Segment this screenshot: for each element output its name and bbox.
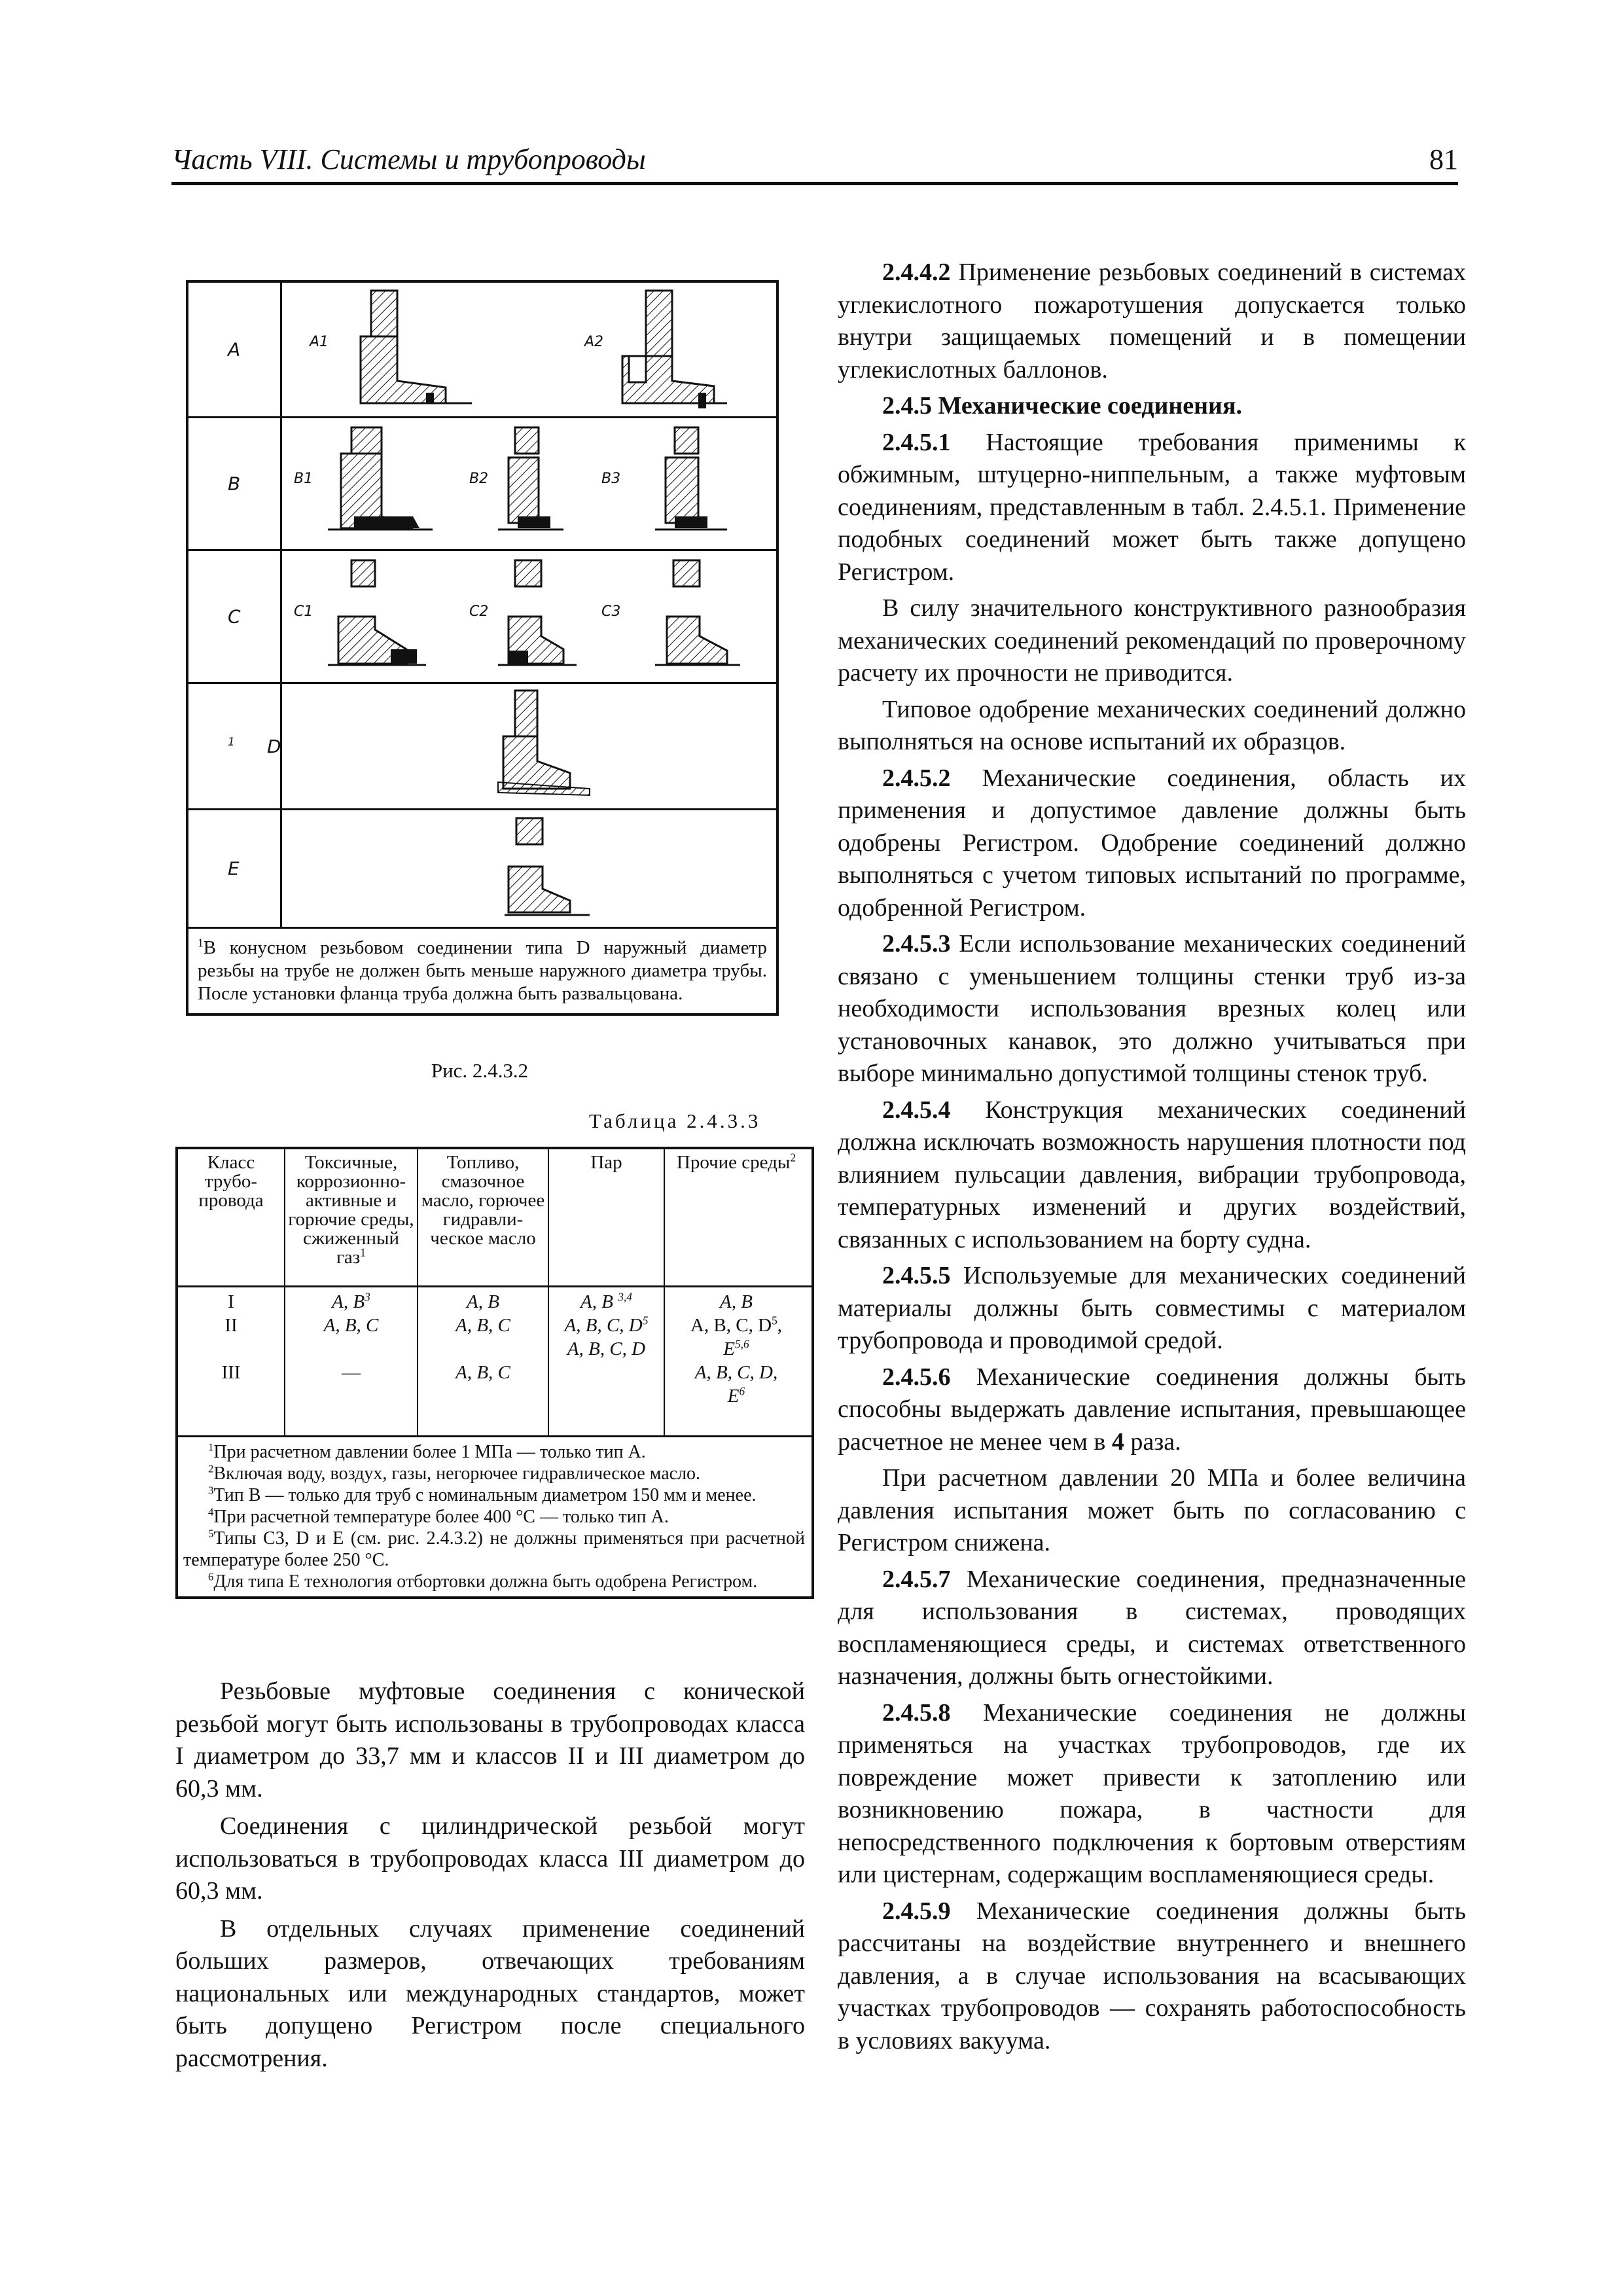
paragraph-2-4-5-3: 2.4.5.3 Если использование механических соединений связано с уменьшением толщины стенки труб из-за необходимости использования врезных колец или установочных канавок, это должно учитываться при выборе минимально допустимой толщины стенок труб. — [838, 930, 1467, 1087]
paragraph-2-4-5-9: 2.4.5.9 Механические соединения должны быть рассчитаны на воздействие внутреннего и внешнего давления, а в случае использования на всасывающих участках трубопроводов — сохранять работоспособность в условиях вакуума. — [838, 1897, 1466, 2054]
table-footnote: $^1$При расчетном давлении более 1 МПа — только тип A. — [208, 1441, 646, 1462]
running-header — [171, 143, 1458, 178]
header-rule — [171, 182, 1458, 185]
paragraph-2-4-5-8: 2.4.5.8 Механические соединения не должны применяться на участках трубопроводов, где их повреждение может привести к затоплению или возникновению пожара, в частности для непосредственного подключения к бортовым отверстиям или цистернам, содержащим воспламеняющиеся среды. — [838, 1698, 1467, 1888]
row-label-e: E — [228, 857, 240, 880]
table-header-row — [178, 1149, 812, 1287]
figure-row-b — [188, 418, 776, 551]
figure-row-c — [188, 551, 776, 684]
page-number: 81 — [1429, 143, 1458, 175]
left-column-text — [175, 1676, 805, 2080]
sub-label-b3: B3 — [601, 471, 621, 487]
figure-footnote: $^1$В конусном резьбовом соединении типа D наружный диаметр резьбы на трубе не должен быть меньше наружного диаметра трубы. После установки фланца труба должна быть развальцована. — [198, 936, 767, 1004]
figure-row-e — [188, 810, 776, 929]
sub-label-a2: A2 — [584, 334, 604, 350]
paragraph-2-4-5-5: 2.4.5.5 Используемые для механических соединений материалы должны быть совместимы с материалом трубопровода и проводимой средой. — [838, 1262, 1466, 1354]
flange-drawing-c — [282, 551, 773, 682]
table-cell: A, B — [720, 1291, 753, 1312]
table-pipe-classes — [175, 1147, 814, 1599]
table-cell: E$^{5,6}$ — [723, 1337, 749, 1359]
table-cell: A, B — [467, 1291, 499, 1312]
table-cell: A, B, C — [455, 1362, 510, 1383]
paragraph: При расчетном давлении 20 МПа и более величина давления испытания может быть по согласованию с Регистром снижена. — [838, 1464, 1466, 1556]
figure-caption: Рис. 2.4.3.2 — [431, 1059, 529, 1082]
flange-drawing-a — [282, 283, 773, 416]
table-footnote: $^4$При расчетной температуре более 400 °C — только тип A. — [208, 1505, 669, 1527]
paragraph-2-4-5-6: 2.4.5.6 Механические соединения должны быть способны выдержать давление испытания, превышающее расчетное не менее чем в 4 раза. — [838, 1363, 1466, 1456]
col-fuel — [418, 1287, 549, 1435]
sub-label-c3: C3 — [601, 603, 621, 620]
table-cell: I — [228, 1291, 234, 1312]
row-label-d: D $^1$ — [228, 735, 281, 757]
paragraph: Соединения с цилиндрической резьбой могут использоваться в трубопроводах класса III диаметром до 60,3 мм. — [175, 1812, 805, 1905]
paragraph-2-4-4-2: 2.4.4.2 Применение резьбовых соединений в системах углекислотного пожаротушения допускается только внутри защищаемых помещений и в помещении углекислотных баллонов. — [838, 259, 1467, 384]
table-footnote: $^5$Типы C3, D и E (см. рис. 2.4.3.2) не должны применяться при расчетной температуре более 250 °C. — [183, 1527, 805, 1570]
sub-label-c2: C2 — [469, 603, 489, 620]
table-cell: A, B, C, D, — [694, 1362, 778, 1383]
flange-drawing-d — [282, 684, 773, 808]
sub-label-b2: B2 — [469, 471, 489, 487]
table-footnote: $^3$Тип B — только для труб с номинальным диаметром 150 мм и менее. — [208, 1484, 757, 1505]
row-label-a: A — [228, 338, 241, 361]
table-footnote: $^6$Для типа E технология отбортовки должна быть одобрена Регистром. — [208, 1570, 758, 1592]
paragraph: Резьбовые муфтовые соединения с конической резьбой могут быть использованы в трубопроводах класса I диаметром до 33,7 мм и классов II и III диаметром до 60,3 мм. — [175, 1677, 805, 1803]
header-steam: Пар — [549, 1149, 665, 1285]
figure-row-a — [188, 283, 776, 418]
col-toxic — [285, 1287, 418, 1435]
table-body — [178, 1287, 812, 1435]
col-class — [178, 1287, 285, 1435]
header-other: Прочие среды$^2$ — [676, 1151, 796, 1173]
running-title: Часть VIII. Системы и трубопроводы — [171, 143, 646, 175]
figure-flange-connections — [186, 280, 779, 1016]
row-label-b: B — [228, 473, 241, 495]
paragraph-2-4-5-1: 2.4.5.1 Настоящие требования применимы к обжимным, штуцерно-ниппельным, а также муфтовым соединениям, представленным в табл. 2.4.5.1. Применение подобных соединений может быть также допущено Регистром. — [838, 428, 1466, 586]
figure-row-d — [188, 684, 776, 810]
table-cell: A, B, C, $D^5$, — [690, 1314, 783, 1336]
table-caption: Таблица 2.4.3.3 — [589, 1109, 761, 1132]
flange-drawing-b — [282, 418, 773, 549]
section-heading-2-4-5: 2.4.5 Механические соединения. — [882, 392, 1242, 420]
table-cell: A, $B^3$ — [332, 1290, 370, 1312]
right-column-text — [838, 257, 1466, 2061]
paragraph: В силу значительного конструктивного разнообразия механических соединений рекомендаций по проверочному расчету их прочности не приводится. — [838, 594, 1466, 687]
header-toxic: Токсичные, коррозионно-активные и горючие среды, сжиженный газ$^1$ — [285, 1149, 418, 1285]
header-class: Класс трубо-провода — [178, 1149, 285, 1285]
table-cell: A, B, C, D — [567, 1338, 646, 1359]
row-label-c: C — [228, 605, 241, 628]
paragraph-2-4-5-2: 2.4.5.2 Механические соединения, область их применения и допустимое давление должны быть одобрены Регистром. Одобрение соединений должно выполняться с учетом типовых испытаний по программе, одобренной Регистром. — [838, 764, 1467, 922]
table-cell: II — [224, 1315, 238, 1336]
col-steam — [549, 1287, 665, 1435]
sub-label-b1: B1 — [294, 471, 313, 487]
table-cell: A, B, C — [323, 1315, 379, 1336]
table-cell: A, B, C, $D^5$ — [564, 1314, 649, 1336]
paragraph-2-4-5-7: 2.4.5.7 Механические соединения, предназначенные для использования в системах, проводящих воспламеняющиеся среды, и системах ответственного назначения, должны быть огнестойкими. — [838, 1565, 1466, 1690]
table-cell: $E^6$ — [727, 1384, 745, 1407]
col-other — [665, 1287, 808, 1435]
table-cell: A, B $^{3,4}$ — [580, 1290, 632, 1312]
sub-label-a1: A1 — [310, 334, 329, 350]
header-fuel: Топливо, смазочное масло, горючее гидравли-ческое масло — [418, 1149, 549, 1285]
table-cell: A, B, C — [455, 1315, 510, 1336]
flange-drawing-e — [282, 810, 773, 927]
table-footnote: $^2$Включая воду, воздух, газы, негорючее гидравлическое масло. — [208, 1462, 701, 1484]
sub-label-c1: C1 — [294, 603, 313, 620]
paragraph: В отдельных случаях применение соединений больших размеров, отвечающих требованиям национальных или международных стандартов, может быть допущено Регистром после специального рассмотрения. — [175, 1914, 805, 2072]
paragraph: Типовое одобрение механических соединений должно выполняться на основе испытаний их образцов. — [838, 695, 1466, 755]
table-cell: III — [221, 1362, 241, 1383]
table-cell: — — [342, 1362, 361, 1383]
paragraph-2-4-5-4: 2.4.5.4 Конструкция механических соединений должна исключать возможность нарушения плотности под влиянием пульсации давления, вибрации трубопровода, температурных изменений и других воздействий, связанных с использованием на борту судна. — [838, 1096, 1467, 1253]
table-footnotes — [178, 1435, 812, 1596]
